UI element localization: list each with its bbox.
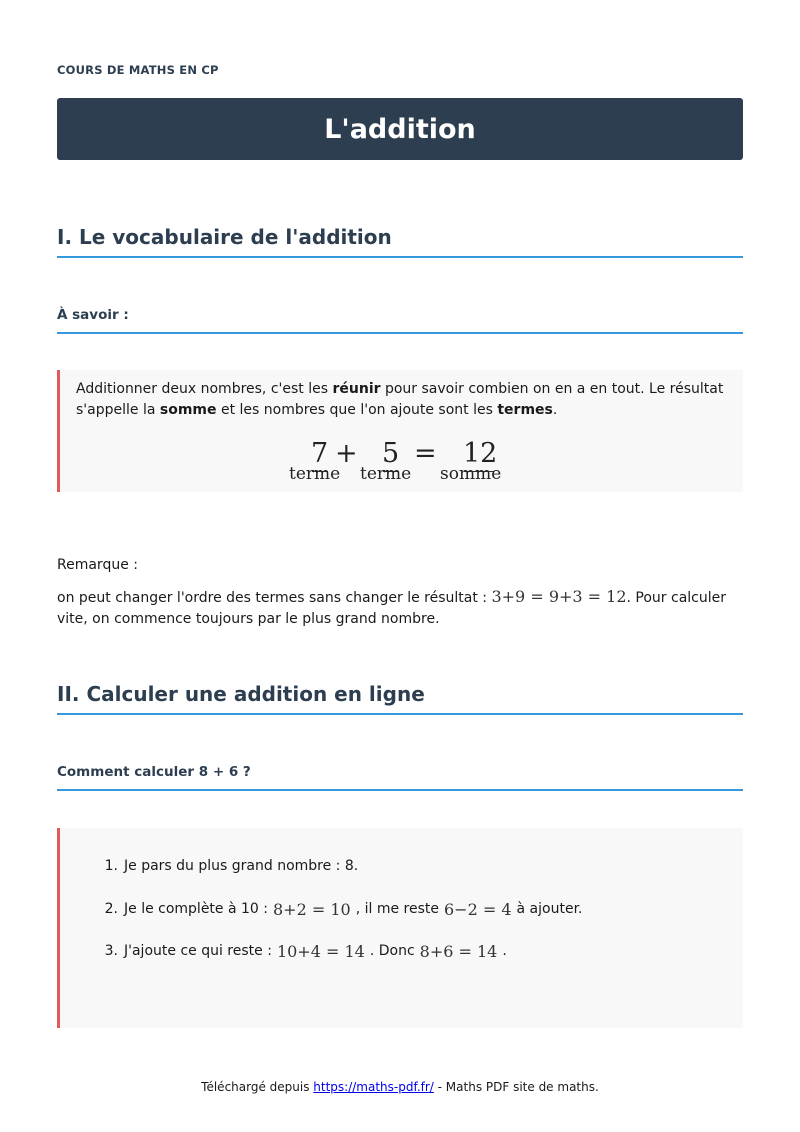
step-text: Je le complète à 10 :	[124, 900, 268, 917]
section-2-heading: II. Calculer une addition en ligne	[57, 682, 743, 715]
list-item	[97, 858, 583, 901]
definition-box	[57, 370, 743, 492]
keyword-reunir: réunir	[332, 381, 381, 397]
step-text: . Donc	[369, 943, 415, 959]
title-banner	[57, 98, 743, 160]
equation-equals: =	[414, 438, 437, 469]
label-term-2: terme	[360, 464, 412, 484]
footer	[0, 1080, 800, 1094]
section-1-heading: I. Le vocabulaire de l'addition	[57, 225, 743, 258]
list-item	[97, 943, 583, 986]
footer-link[interactable]: https://maths-pdf.fr/	[313, 1080, 434, 1094]
remark-text	[57, 586, 743, 630]
list-item	[97, 901, 583, 944]
step-text: , il me reste	[355, 900, 439, 917]
section-2-subheading: Comment calculer 8 + 6 ?	[57, 764, 743, 791]
step-number: 1.	[104, 858, 118, 874]
equation-result: 12	[463, 438, 498, 469]
page-title: L'addition	[324, 113, 476, 145]
label-result: somme	[440, 464, 502, 484]
definition-part: .	[552, 402, 558, 418]
equation-term-1: 7	[311, 438, 329, 469]
method-box	[57, 828, 743, 1028]
section-1-subheading: À savoir :	[57, 307, 743, 334]
step-number: 2.	[104, 900, 118, 917]
step-number: 3.	[104, 943, 118, 959]
step-text: .	[502, 943, 507, 959]
equation-plus: +	[335, 438, 358, 469]
step-text: Je pars du plus grand nombre : 8.	[124, 858, 359, 874]
step-math: 6−2 = 4	[444, 899, 512, 919]
definition-part: pour savoir combien on en a en tout. Le résultat s'appelle la	[76, 381, 724, 418]
footer-prefix: Téléchargé depuis	[201, 1080, 314, 1094]
remark-label: Remarque :	[57, 557, 138, 573]
equation-term-2: 5	[382, 438, 400, 469]
definition-part: et les nombres que l'on ajoute sont les	[216, 402, 498, 418]
step-text: J'ajoute ce qui reste :	[124, 943, 272, 959]
keyword-somme: somme	[159, 402, 217, 418]
definition-part: Additionner deux nombres, c'est les	[76, 381, 333, 397]
footer-suffix: - Maths PDF site de maths.	[433, 1080, 599, 1094]
remark-math: 3+9 = 9+3 = 12	[491, 587, 627, 606]
addition-equation	[60, 438, 743, 488]
step-text: à ajouter.	[516, 900, 583, 917]
remark-part: . Pour calculer vite, on commence toujours par le plus grand nombre.	[57, 590, 726, 627]
keyword-termes: termes	[497, 402, 553, 418]
method-steps	[97, 858, 583, 986]
remark-part: on peut changer l'ordre des termes sans changer le résultat :	[57, 590, 492, 606]
step-math: 10+4 = 14	[276, 942, 365, 961]
label-term-1: terme	[289, 464, 341, 484]
step-math: 8+2 = 10	[273, 899, 351, 919]
course-kicker: COURS DE MATHS EN CP	[57, 63, 219, 77]
definition-text	[76, 379, 727, 421]
step-math: 8+6 = 14	[419, 942, 498, 961]
